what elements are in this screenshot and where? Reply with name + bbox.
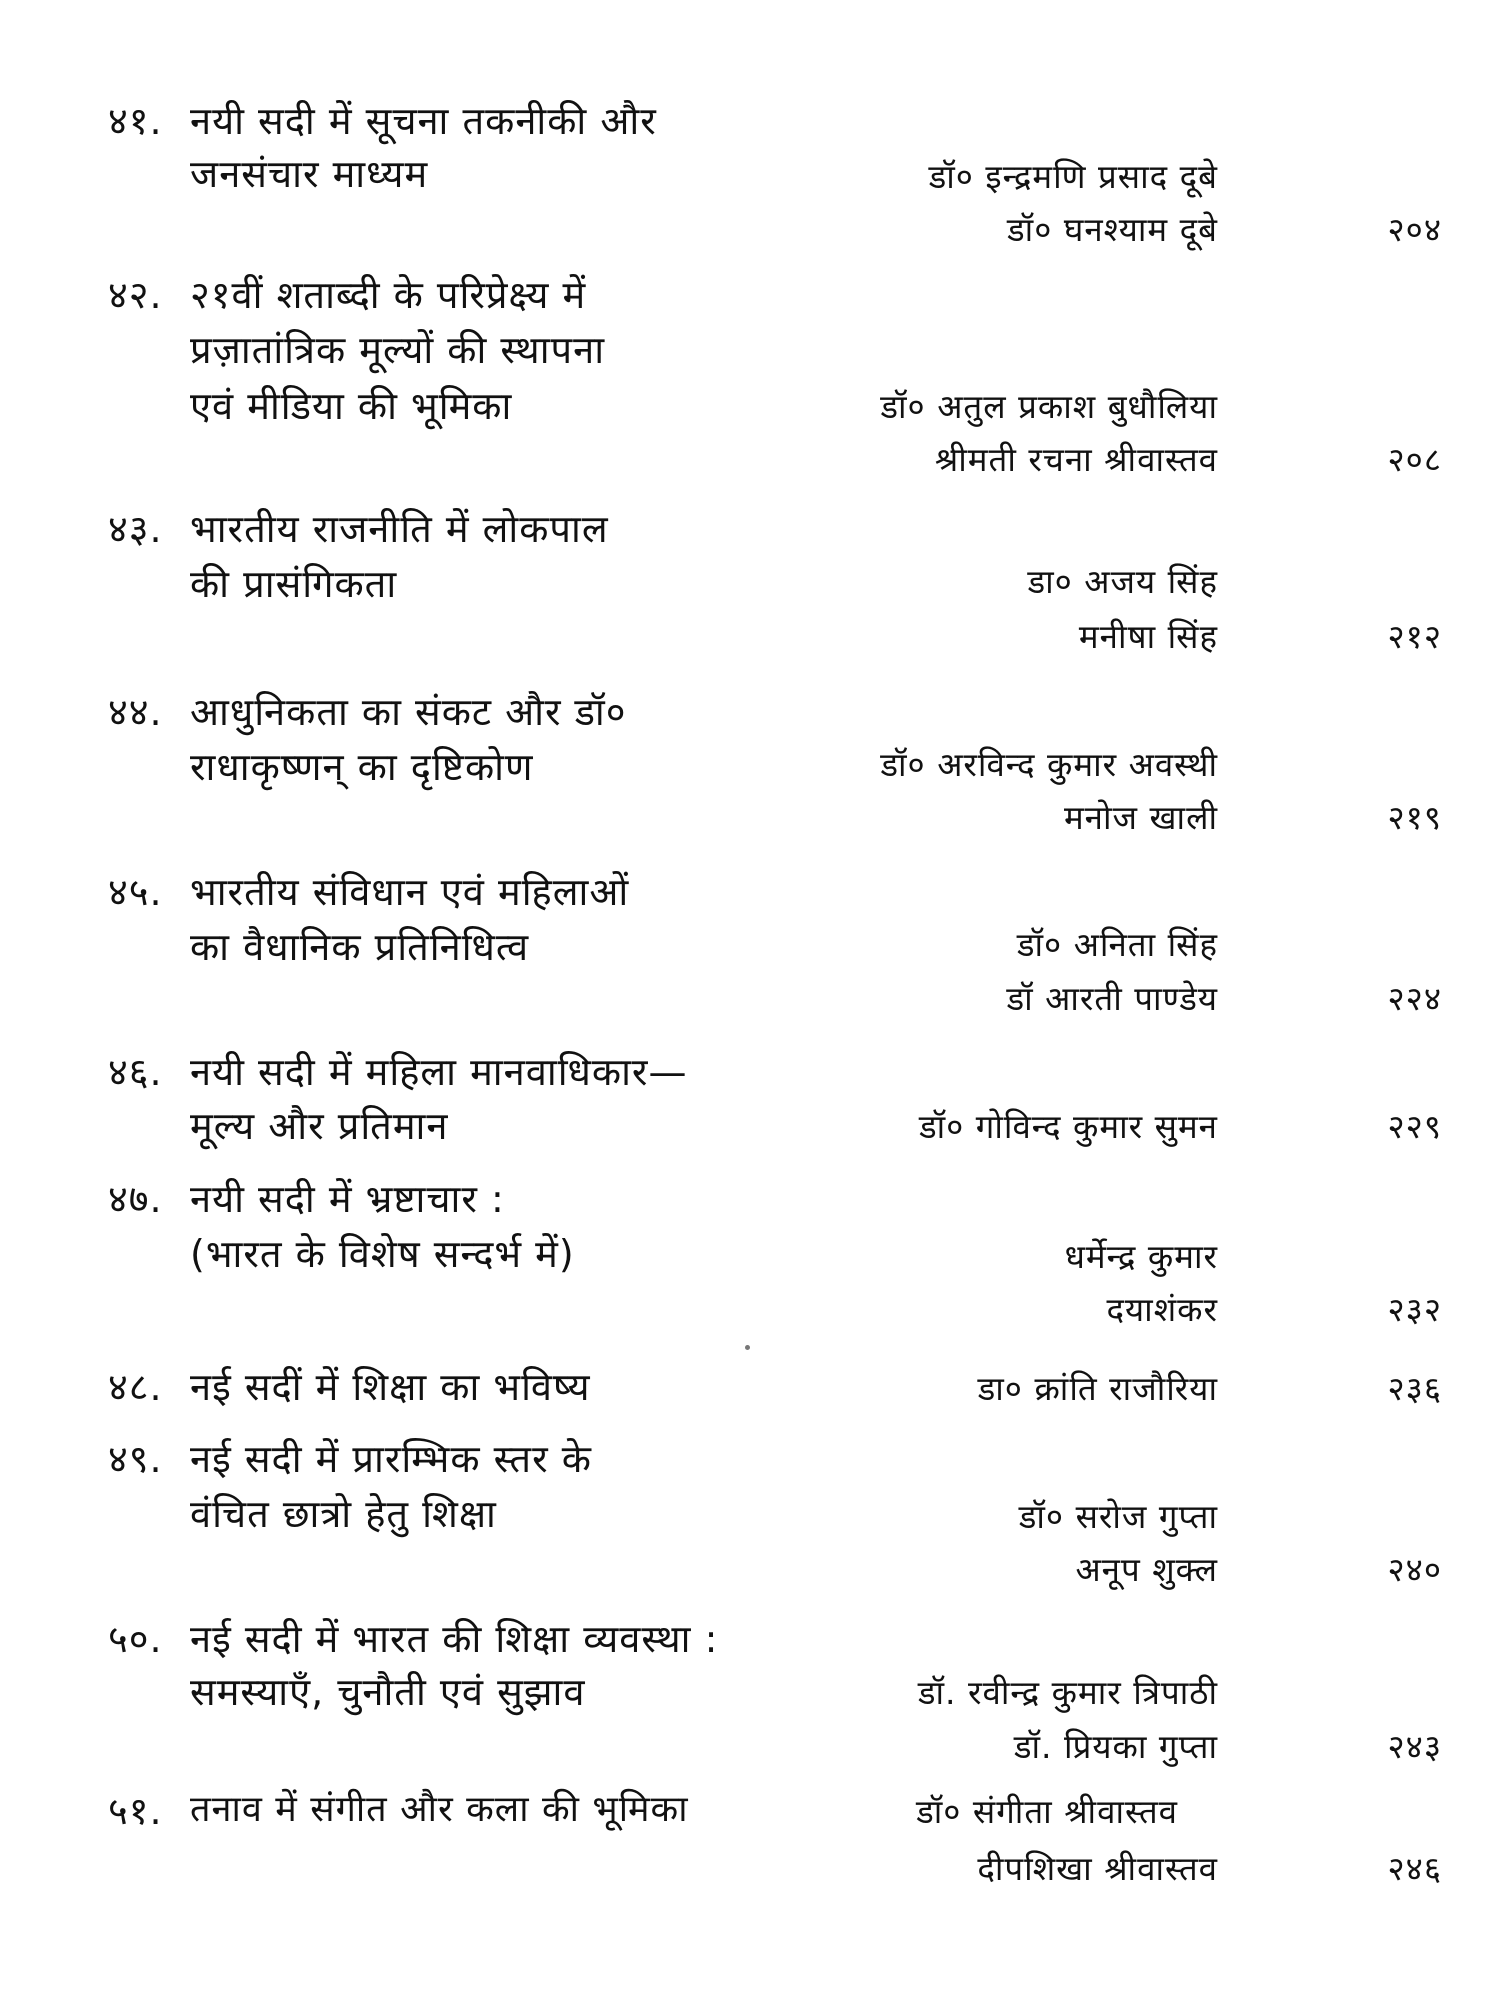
entry-title-line: (भारत के विशेष सन्दर्भ में) [190, 1232, 575, 1276]
entry-number: ५०. [108, 1617, 163, 1661]
entry-author: डॉ० संगीता श्रीवास्तव [916, 1792, 1178, 1831]
entry-page-number: २२४ [1387, 979, 1442, 1018]
entry-title-line: तनाव में संगीत और कला की भूमिका [190, 1789, 689, 1830]
entry-number: ४८. [108, 1365, 163, 1409]
entry-title-line: भारतीय राजनीति में लोकपाल [190, 507, 609, 551]
entry-author: मनीषा सिंह [1078, 617, 1218, 656]
print-speck [745, 1345, 750, 1350]
entry-number: ४५. [108, 870, 163, 914]
entry-author: डा० अजय सिंह [1027, 562, 1218, 601]
entry-page-number: २०४ [1387, 210, 1442, 249]
entry-author: डॉ आरती पाण्डेय [1006, 979, 1218, 1018]
entry-title-line: की प्रासंगिकता [190, 562, 398, 606]
entry-author: डॉ० इन्द्रमणि प्रसाद दूबे [928, 157, 1218, 196]
entry-page-number: २२९ [1387, 1107, 1442, 1146]
entry-title-line: नई सदी में भारत की शिक्षा व्यवस्था : [190, 1617, 719, 1661]
entry-author: डॉ० सरोज गुप्ता [1018, 1497, 1218, 1536]
entry-author: धर्मेन्द्र कुमार [1064, 1237, 1218, 1276]
entry-page-number: २०८ [1387, 440, 1442, 479]
entry-number: ४९. [108, 1437, 163, 1481]
entry-title-line: आधुनिकता का संकट और डॉ० [190, 690, 627, 734]
entry-title-line: वंचित छात्रो हेतु शिक्षा [190, 1492, 497, 1536]
entry-page-number: २३६ [1387, 1369, 1442, 1408]
entry-author: डॉ० अतुल प्रकाश बुधौलिया [880, 387, 1218, 426]
entry-author: डॉ० अरविन्द कुमार अवस्थी [880, 745, 1218, 784]
entry-title-line: राधाकृष्णन् का दृष्टिकोण [190, 745, 534, 789]
entry-title-line: समस्याएँ, चुनौती एवं सुझाव [190, 1670, 586, 1714]
entry-number: ४३. [108, 507, 163, 551]
entry-title-line: नई सदी में प्रारम्भिक स्तर के [190, 1437, 592, 1481]
entry-title-line: प्रज़ातांत्रिक मूल्यों की स्थापना [190, 328, 606, 372]
entry-title-line: एवं मीडिया की भूमिका [190, 384, 513, 428]
entry-number: ४१. [108, 99, 163, 143]
entry-author: डॉ० घनश्याम दूबे [1007, 210, 1218, 249]
entry-author: अनूप शुक्ल [1075, 1550, 1218, 1589]
entry-author: डॉ. रवीन्द्र कुमार त्रिपाठी [917, 1673, 1218, 1712]
entry-title-line: नयी सदी में महिला मानवाधिकार— [190, 1050, 688, 1094]
entry-title-line: नयी सदी में भ्रष्टाचार : [190, 1177, 505, 1221]
entry-author: डा० क्रांति राजौरिया [977, 1369, 1218, 1408]
entry-author: दयाशंकर [1106, 1290, 1218, 1329]
entry-title-line: का वैधानिक प्रतिनिधित्व [190, 925, 530, 969]
entry-number: ४२. [108, 273, 163, 317]
entry-page-number: २१९ [1387, 798, 1442, 837]
entry-number: ४४. [108, 690, 163, 734]
entry-page-number: २४० [1387, 1550, 1442, 1589]
entry-author: मनोज खाली [1063, 798, 1218, 837]
entry-number: ४६. [108, 1050, 163, 1094]
entry-author: डॉ० अनिता सिंह [1016, 925, 1218, 964]
entry-page-number: २३२ [1387, 1290, 1442, 1329]
entry-author: डॉ० गोविन्द कुमार सुमन [918, 1107, 1218, 1146]
entry-author: डॉ. प्रियका गुप्ता [1013, 1727, 1218, 1766]
entry-author: श्रीमती रचना श्रीवास्तव [934, 440, 1218, 479]
entry-title-line: भारतीय संविधान एवं महिलाओं [190, 870, 630, 914]
entry-number: ५१. [108, 1789, 163, 1833]
entry-title-line: मूल्य और प्रतिमान [190, 1104, 449, 1148]
entry-title-line: नई सदीं में शिक्षा का भविष्य [190, 1365, 591, 1409]
entry-title-line: नयी सदी में सूचना तकनीकी और [190, 99, 657, 143]
entry-page-number: २४६ [1387, 1849, 1442, 1888]
entry-number: ४७. [108, 1177, 163, 1221]
entry-title-line: २१वीं शताब्दी के परिप्रेक्ष्य में [190, 273, 587, 317]
entry-page-number: २४३ [1387, 1727, 1442, 1766]
entry-title-line: जनसंचार माध्यम [190, 152, 429, 196]
entry-author: दीपशिखा श्रीवास्तव [977, 1849, 1218, 1888]
entry-page-number: २१२ [1387, 617, 1442, 656]
